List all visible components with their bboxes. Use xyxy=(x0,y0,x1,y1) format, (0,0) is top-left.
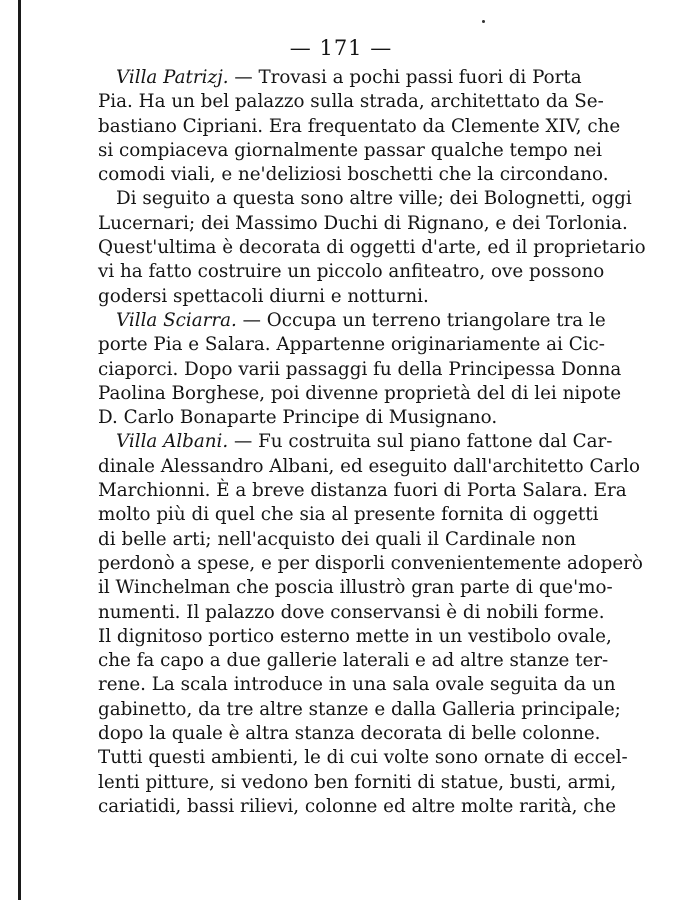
text-line: comodi viali, e ne'deliziosi boschetti che la circondano. xyxy=(98,164,609,186)
text-line: porte Pia e Salara. Appartenne originariamente ai Cic- xyxy=(98,334,605,356)
text-line: gabinetto, da tre altre stanze e dalla Galleria principale; xyxy=(98,698,621,720)
text-line: godersi spettacoli diurni e notturni. xyxy=(98,285,429,307)
text-line: Di seguito a questa sono altre ville; dei Bolognetti, oggi xyxy=(116,188,632,210)
text-line: ciaporci. Dopo varii passaggi fu della Principessa Donna xyxy=(98,358,622,380)
text-line: Tutti questi ambienti, le di cui volte sono ornate di eccel- xyxy=(98,747,628,769)
text-line: D. Carlo Bonaparte Principe di Musignano. xyxy=(98,407,498,429)
text-line: Villa Albani. — Fu costruita sul piano fattone dal Car- xyxy=(116,431,613,453)
ink-speck xyxy=(482,20,485,23)
text-line: molto più di quel che sia al presente fornita di oggetti xyxy=(98,504,599,526)
villa-name: Villa Sciarra. xyxy=(116,309,237,331)
text-line: Marchionni. È a breve distanza fuori di Porta Salara. Era xyxy=(98,480,627,502)
text-line: perdonò a spese, e per disporli convenientemente adoperò xyxy=(98,552,643,574)
text-line: Villa Patrizj. — Trovasi a pochi passi fuori di Porta xyxy=(116,67,582,88)
villa-name: Villa Albani. xyxy=(116,431,229,453)
text-line: vi ha fatto costruire un piccolo anfiteatro, ove possono xyxy=(98,261,605,283)
text-line: cariatidi, bassi rilievi, colonne ed altre molte rarità, che xyxy=(98,795,617,817)
text-line: il Winchelman che poscia illustrò gran parte di que'mo- xyxy=(98,577,613,599)
body-text xyxy=(98,66,646,819)
text-line: Il dignitoso portico esterno mette in un vestibolo ovale, xyxy=(98,625,612,647)
text-line: Villa Sciarra. — Occupa un terreno triangolare tra le xyxy=(116,309,606,331)
text-line: Lucernari; dei Massimo Duchi di Rignano, e dei Torlonia. xyxy=(98,212,628,234)
text-line: Paolina Borghese, poi divenne proprietà del di lei nipote xyxy=(98,382,622,404)
villa-name: Villa Patrizj. xyxy=(116,67,229,88)
text-line: rene. La scala introduce in una sala ovale seguita da un xyxy=(98,674,616,696)
binding-edge xyxy=(18,0,21,900)
text-line: Quest'ultima è decorata di oggetti d'arte, ed il proprietario xyxy=(98,237,646,259)
text-line: di belle arti; nell'acquisto dei quali il Cardinale non xyxy=(98,528,576,550)
text-line: si compiaceva giornalmente passar qualche tempo nei xyxy=(98,139,603,161)
page-number-header: — 171 — xyxy=(289,36,393,60)
text-line: che fa capo a due gallerie laterali e ad altre stanze ter- xyxy=(98,650,609,672)
text-line: Pia. Ha un bel palazzo sulla strada, architettato da Se- xyxy=(98,91,604,113)
text-line: numenti. Il palazzo dove conservansi è di nobili forme. xyxy=(98,601,605,623)
text-line: bastiano Cipriani. Era frequentato da Clemente XIV, che xyxy=(98,115,621,137)
text-line: dinale Alessandro Albani, ed eseguito dall'architetto Carlo xyxy=(98,455,640,477)
text-line: dopo la quale è altra stanza decorata di belle colonne. xyxy=(98,723,601,745)
text-line: lenti pitture, si vedono ben forniti di statue, busti, armi, xyxy=(98,771,617,793)
